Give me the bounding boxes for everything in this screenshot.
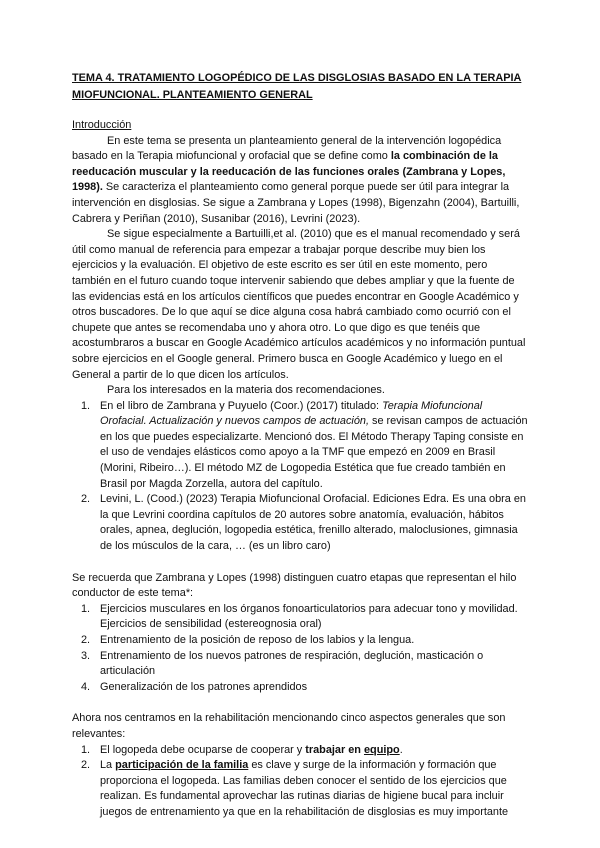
aspect2-text-a: La (100, 759, 116, 772)
stages-list (72, 602, 528, 696)
rec1-text-a: En el libro de Zambrana y Puyuelo (Coor.) (2017) titulado: (100, 399, 383, 412)
spacer (72, 695, 528, 711)
stage-text: Generalización de los patrones aprendidos (100, 680, 308, 693)
list-number: 2. (81, 759, 91, 772)
rec1-text-c: se revisan campos de actuación en los que puedes especializarte. Mencionó dos. El Método Therapy Taping consiste en el uso de vendajes elásticos como apoyo a la TMF que empezó en 2009 en Brasil (Morini, Ribeiro…). El método MZ de Logopedia Estética que fue creado también en Brasil por Magda Zorzella, autora del capítulo. (100, 415, 528, 490)
aspect1-bold: trabajar en (305, 743, 364, 756)
aspect2-bold-underlined: participación de la familia (115, 759, 249, 772)
list-item (72, 602, 528, 633)
list-item (72, 743, 528, 759)
intro-paragraph-3: Para los interesados en la materia dos recomendaciones. (107, 384, 385, 397)
list-item (72, 492, 528, 554)
recommendations-list (72, 399, 528, 555)
list-number: 1. (81, 602, 91, 615)
aspects-intro-paragraph: Ahora nos centramos en la rehabilitación mencionando cinco aspectos generales que son relevantes: (72, 712, 506, 740)
aspect1-text-a: El logopeda debe ocuparse de cooperar y (100, 743, 306, 756)
aspect2-text-c: es clave y surge de la información y formación que proporciona el logopeda. Las familias deben conocer el sentido de los ejercicios que realizan. Es fundamental aprovechar las rutinas diarias de higiene bucal para incluir juegos de entrenamiento ya que en la rehabilitación de disglosias es muy importante (100, 759, 509, 818)
aspect1-bold-underlined: equipo (363, 743, 400, 756)
intro-paragraph-1 (72, 134, 528, 228)
stage-text: Entrenamiento de los nuevos patrones de respiración, deglución, masticación o articulación (100, 649, 484, 678)
aspects-list (72, 743, 528, 821)
document-page (72, 70, 528, 821)
stage-text: Ejercicios musculares en los órganos fonoarticulatorios para adecuar tono y movilidad. Ejercicios de sensibilidad (estereognosia oral) (100, 602, 518, 631)
list-item (72, 680, 528, 696)
para1-text-a: En este tema se presenta un planteamiento general de la intervención logopédica basado en la Terapia miofuncional y orofacial que se define como (72, 134, 502, 163)
rec2-text: Levini, L. (Cood.) (2023) Terapia Miofuncional Orofacial. Ediciones Edra. Es una obra en la que Levrini coordina capítulos de 20 autores sobre anatomía, evaluación, hábitos orales, apnea, deglución, logopedia estética, frenillo alterado, maloclusiones, gimnasia de los músculos de la cara, … (es un libro caro) (100, 493, 526, 553)
list-number: 4. (81, 680, 91, 693)
list-item (72, 399, 528, 493)
stages-intro-paragraph: Se recuerda que Zambrana y Lopes (1998) distinguen cuatro etapas que representan el hilo conductor de este tema*: (72, 571, 517, 600)
intro-heading: Introducción (72, 119, 132, 131)
definition-bold: la combinación de la reeducación muscular y la reeducación de las funciones orales (Zambrana y Lopes, 1998). (72, 150, 506, 194)
list-number: 3. (81, 649, 91, 662)
spacer (72, 555, 528, 571)
list-item (72, 649, 528, 680)
list-number: 2. (81, 493, 91, 506)
list-number: 2. (81, 634, 91, 646)
document-title: TEMA 4. TRATAMIENTO LOGOPÉDICO DE LAS DISGLOSIAS BASADO EN LA TERAPIA MIOFUNCIONAL. PLANTEAMIENTO GENERAL (72, 72, 522, 101)
list-number: 1. (81, 399, 91, 412)
aspect1-text-c: . (399, 743, 403, 756)
list-number: 1. (81, 743, 91, 756)
list-item (72, 633, 528, 649)
para1-text-c: Se caracteriza el planteamiento como general porque puede ser útil para integrar la intervención en disglosias. Se sigue a Zambrana y Lopes (1998), Bigenzahn (2004), Bartuilli, Cabrera y Periñan (2010), Susanibar (2016), Levrini (2023). (72, 181, 520, 225)
stage-text: Entrenamiento de la posición de reposo de los labios y la lengua. (100, 634, 415, 646)
list-item (72, 758, 528, 820)
intro-paragraph-2: Se sigue especialmente a Bartuilli,et al. (2010) que es el manual recomendado y será útil como manual de referencia para empezar a trabajar porque describe muy bien los ejercicios y la evaluación. El objetivo de este escrito es ser útil en este momento, pero también en el futuro cuando toque intervenir sabiendo que debes ampliar y que la fuente de las evidencias está en los artículos científicos que puedes encontrar en Google Académico y otros buscadores. De lo que aquí se dice alguna cosa habrá cambiado como ocurrió con el chupete que antes se recomendaba uno y ahora otro. Lo que digo es que tenéis que acostumbraros a buscar en Google Académico artículos académicos y no información puntual sobre ejercicios en el Google general. Primero busca en Google Académico y luego en el General a partir de lo que dicen los artículos. (72, 228, 526, 381)
book-title-italic: Terapia Miofuncional Orofacial. Actualización y nuevos campos de actuación, (100, 399, 483, 428)
